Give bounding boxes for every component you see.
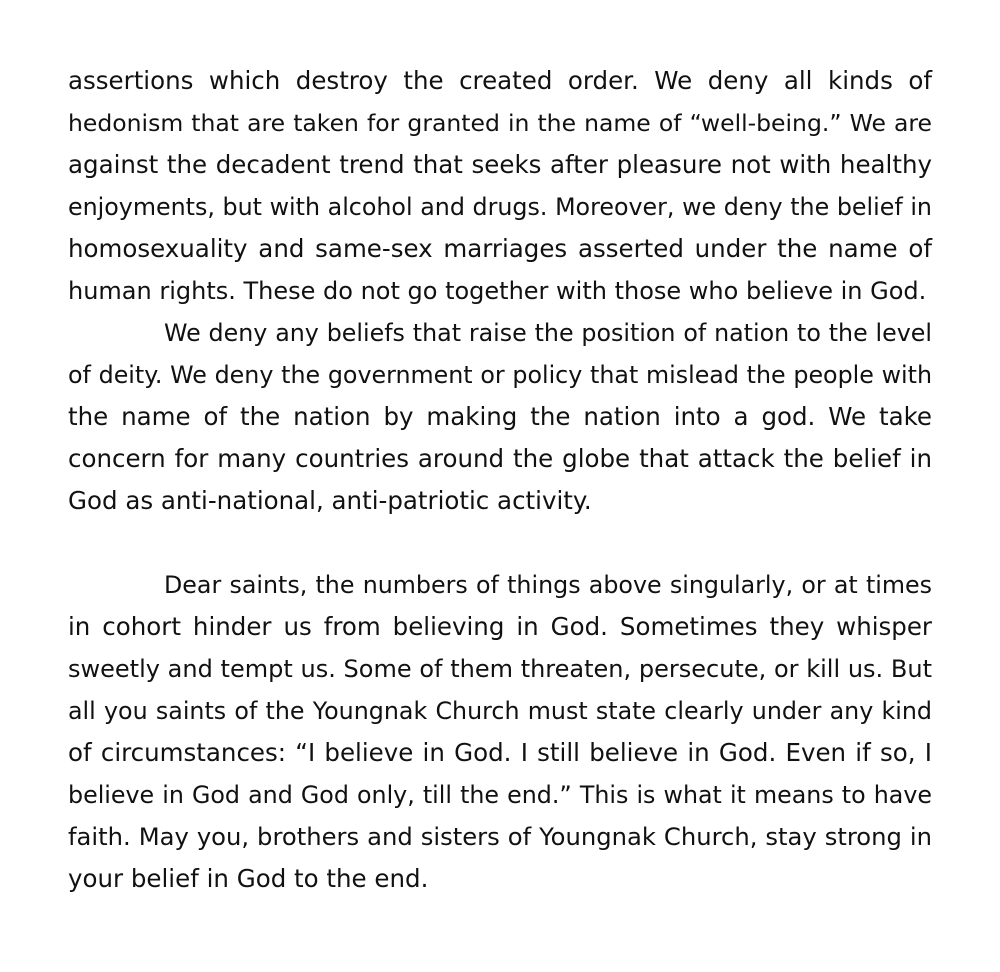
text-line: human rights. These do not go together with those who believe in God. [68,277,927,305]
text-line: enjoyments, but with alcohol and drugs. Moreover, we deny the belief in [68,193,932,221]
text-line: faith. May you, brothers and sisters of Youngnak Church, stay strong in [68,822,932,851]
paragraph-hedonism [68,60,932,312]
text-line: the name of the nation by making the nation into a god. We take [68,402,932,431]
text-line: all you saints of the Youngnak Church must state clearly under any kind [68,697,932,725]
paragraph-nation [68,312,932,522]
text-line: of circumstances: “I believe in God. I still believe in God. Even if so, I [68,738,932,767]
text-line: We deny any beliefs that raise the position of nation to the level [164,319,932,347]
text-line: assertions which destroy the created order. We deny all kinds of [68,66,932,95]
text-line: in cohort hinder us from believing in God. Sometimes they whisper [68,612,932,641]
paragraph-spacer [68,522,932,564]
text-line: sweetly and tempt us. Some of them threaten, persecute, or kill us. But [68,655,932,683]
text-line: Dear saints, the numbers of things above singularly, or at times [164,571,932,599]
text-line: of deity. We deny the government or policy that mislead the people with [68,361,932,389]
text-line: your belief in God to the end. [68,864,429,893]
text-line: homosexuality and same-sex marriages asserted under the name of [68,234,932,263]
text-line: hedonism that are taken for granted in the name of “well-being.” We are [68,109,932,137]
text-line: God as anti-national, anti-patriotic activity. [68,486,592,515]
paragraph-dear-saints [68,564,932,900]
document-page [68,60,932,900]
text-line: believe in God and God only, till the end.” This is what it means to have [68,781,932,809]
text-line: concern for many countries around the globe that attack the belief in [68,444,932,473]
text-line: against the decadent trend that seeks after pleasure not with healthy [68,150,932,179]
